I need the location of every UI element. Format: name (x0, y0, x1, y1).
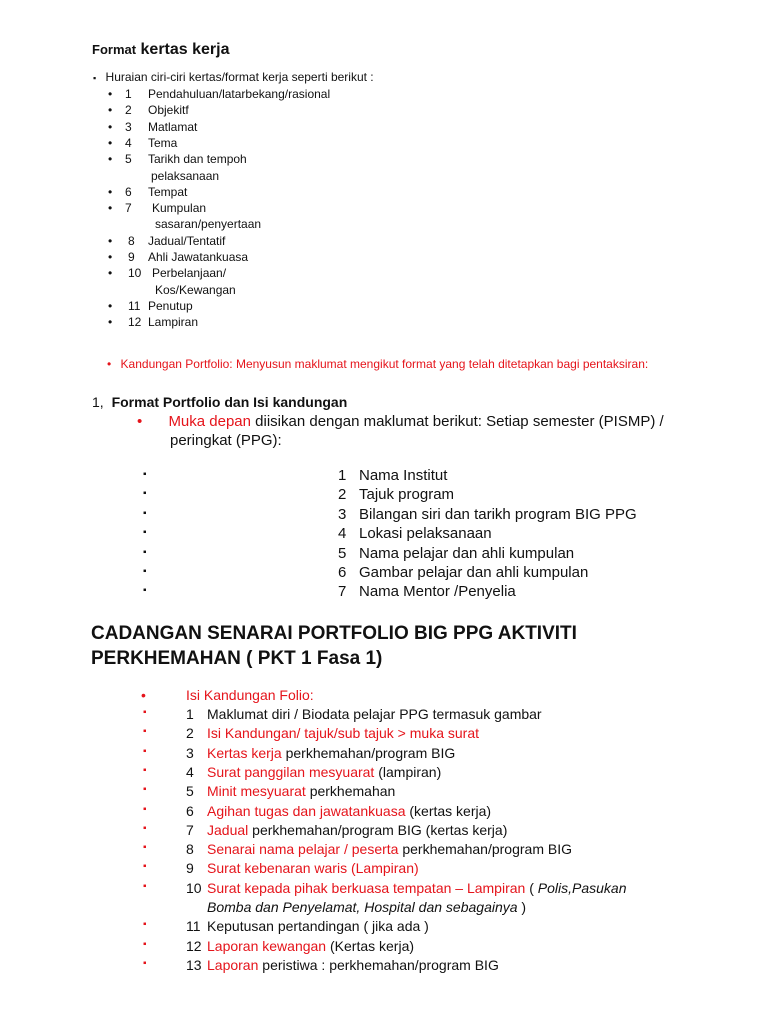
list-item-text (207, 879, 627, 898)
list-item-number: 5 (186, 783, 194, 800)
list-item-number: 11 (186, 918, 201, 935)
list-item-red-text: Minit mesyuarat (207, 783, 306, 800)
dot-bullet-icon: • (108, 315, 113, 330)
list-item (108, 184, 132, 200)
square-bullet-icon: ▪ (143, 861, 147, 873)
dot-bullet-icon: • (108, 135, 113, 150)
list-item-number: 12 (186, 937, 202, 954)
square-bullet-icon: ▪ (143, 527, 147, 539)
list-item-text: Lokasi pelaksanaan (359, 525, 492, 543)
list-item-number: 5 (338, 544, 347, 562)
square-bullet-icon: ▪ (143, 546, 147, 558)
list-item-text (207, 724, 479, 743)
square-bullet-icon: ▪ (143, 745, 147, 757)
list-item-text: Bilangan siri dan tarikh program BIG PPG (359, 505, 637, 523)
list-item-text (207, 802, 491, 821)
list-item-number: 4 (338, 525, 347, 543)
list-item (108, 298, 141, 314)
list-item-text: Tema (148, 135, 178, 150)
list-item-text: Objekitf (148, 103, 189, 118)
list-item-black-text: perkhemahan/program BIG (398, 841, 572, 858)
list-item-number: 7 (186, 821, 194, 838)
list-item-text: Tempat (148, 184, 188, 199)
dot-bullet-icon: • (108, 266, 113, 281)
title-big: kertas kerja (140, 41, 230, 58)
list-item-text: Kos/Kewangan (155, 282, 236, 297)
list-item-text: Tarikh dan tempoh (148, 152, 247, 167)
square-bullet-icon: ▪ (143, 822, 147, 834)
list-item-black-text: ( (525, 879, 538, 896)
isi-heading-line (141, 686, 314, 705)
dot-bullet-icon: • (108, 87, 113, 101)
list-item-number: 5 (125, 152, 132, 167)
dot-bullet-icon: • (141, 687, 146, 703)
list-item-text: Kumpulan (152, 201, 207, 216)
square-bullet-icon: ▪ (143, 488, 147, 500)
square-bullet-icon: ▪ (143, 919, 147, 931)
dot-bullet-icon: • (108, 152, 113, 167)
list-item-red-text: Laporan kewangan (207, 937, 327, 954)
square-bullet-icon: ▪ (143, 707, 147, 718)
list-item-number: 6 (186, 802, 194, 819)
list-item-text (207, 956, 499, 975)
list-item-number: 9 (128, 250, 135, 264)
list-item-text (207, 782, 395, 801)
list-item-number: 13 (186, 956, 202, 973)
list-item-text: Nama Mentor /Penyelia (359, 583, 516, 601)
list-item-number: 3 (338, 505, 347, 523)
portfolio-heading-line1: CADANGAN SENARAI PORTFOLIO BIG PPG AKTIVITI (91, 623, 577, 644)
list-item-black-text: perkhemahan/program BIG (kertas kerja) (248, 821, 508, 838)
list-item-number: 1 (125, 87, 132, 101)
list-item (108, 151, 132, 167)
square-bullet-icon: ▪ (143, 566, 147, 577)
list-item-text (207, 821, 507, 840)
square-bullet-icon: ▪ (143, 803, 147, 815)
square-bullet-icon: ▪ (93, 73, 97, 83)
list-item-continuation (207, 898, 526, 917)
dot-bullet-icon: • (108, 298, 113, 313)
list-item-text: Penutup (148, 298, 193, 313)
list-item-black-text: Maklumat diri / Biodata pelajar PPG termasuk gambar (207, 706, 542, 722)
section-heading (92, 394, 347, 410)
list-item-text (207, 859, 419, 878)
list-item-number: 10 (186, 879, 202, 896)
list-item-text: Nama Institut (359, 467, 448, 484)
square-bullet-icon: ▪ (143, 957, 147, 969)
list-item-text: Pendahuluan/latarbekang/rasional (148, 87, 331, 101)
list-item-text: Nama pelajar dan ahli kumpulan (359, 544, 575, 562)
list-item-number: 10 (128, 266, 142, 281)
dot-bullet-icon: • (137, 413, 143, 430)
dot-bullet-icon: • (108, 250, 113, 264)
square-bullet-icon: ▪ (143, 585, 147, 597)
list-item-number: 8 (128, 233, 135, 248)
list-item (108, 135, 132, 151)
section-number: 1, (92, 394, 104, 410)
list-item-number: 1 (186, 706, 194, 722)
list-item-black-text: peristiwa : perkhemahan/program BIG (258, 956, 499, 973)
list-item-text: Gambar pelajar dan ahli kumpulan (359, 564, 589, 581)
list-item-black-text: (kertas kerja) (405, 802, 492, 819)
intro-line (93, 69, 374, 86)
kandungan-note-text: Kandungan Portfolio: Menyusun maklumat mengikut format yang telah ditetapkan bagi pentaksiran: (120, 357, 649, 371)
list-item-number: 9 (186, 860, 194, 877)
list-item-number: 12 (128, 315, 142, 330)
list-item-black-text: (lampiran) (374, 763, 442, 780)
square-bullet-icon: ▪ (143, 938, 147, 950)
square-bullet-icon: ▪ (143, 507, 147, 519)
list-item-red-text: Senarai nama pelajar / peserta (207, 841, 399, 858)
kandungan-note (107, 356, 648, 372)
title-small: Format (92, 42, 137, 57)
list-item-number: 2 (338, 486, 347, 504)
list-item-text: Jadual/Tentatif (148, 233, 226, 248)
section-title: Format Portfolio dan Isi kandungan (111, 394, 348, 410)
list-item-text: sasaran/penyertaan (155, 217, 262, 232)
list-item-number: 4 (125, 135, 132, 150)
muka-depan-text: diisikan dengan maklumat berikut: Setiap semester (PISMP) / (251, 413, 664, 430)
portfolio-heading-line2: PERKHEMAHAN ( PKT 1 Fasa 1) (91, 648, 383, 669)
list-item-red-text: Surat kebenaran waris (Lampiran) (207, 860, 419, 877)
list-item-text: Ahli Jawatankuasa (148, 250, 249, 264)
list-item-text (207, 917, 429, 936)
intro-text: Huraian ciri-ciri kertas/format kerja seperti berikut : (105, 70, 374, 84)
muka-depan-line (137, 412, 664, 432)
dot-bullet-icon: • (107, 357, 112, 371)
list-item-text: Lampiran (148, 315, 199, 330)
list-item-red-text: Surat kepada pihak berkuasa tempatan – Lampiran (207, 879, 526, 896)
list-item-italic-text: Polis,Pasukan (537, 879, 627, 896)
list-item-number: 4 (186, 763, 194, 780)
isi-heading: Isi Kandungan Folio: (186, 687, 314, 703)
square-bullet-icon: ▪ (143, 764, 147, 776)
dot-bullet-icon: • (108, 201, 113, 216)
list-item-number: 8 (186, 841, 194, 858)
list-item-number: 3 (125, 119, 132, 134)
list-item-red-text: Laporan (207, 956, 259, 973)
list-item-red-text: Kertas kerja (207, 744, 282, 761)
list-item-black-text: perkhemahan (305, 783, 396, 800)
square-bullet-icon: ▪ (143, 842, 147, 854)
muka-depan-line-2: peringkat (PPG): (170, 432, 282, 449)
list-item-text (207, 763, 441, 782)
list-item (108, 249, 135, 265)
list-item-text: pelaksanaan (151, 168, 220, 183)
list-item-red-text: Isi Kandungan/ tajuk/sub tajuk > muka surat (207, 725, 479, 742)
list-item-number: 2 (125, 103, 132, 118)
square-bullet-icon: ▪ (143, 469, 147, 480)
square-bullet-icon: ▪ (143, 880, 147, 892)
muka-depan-label: Muka depan (168, 413, 251, 430)
list-item (108, 102, 132, 118)
list-item-number: 1 (338, 467, 347, 484)
list-item-number: 7 (338, 583, 347, 601)
list-item-number: 3 (186, 744, 194, 761)
list-item-number: 6 (338, 564, 347, 581)
list-item-text (207, 744, 455, 763)
list-item-text: Perbelanjaan/ (152, 266, 227, 281)
list-item-text: Matlamat (148, 119, 198, 134)
list-item-black-text: (Kertas kerja) (326, 937, 415, 954)
dot-bullet-icon: • (108, 119, 113, 134)
list-item-red-text: Jadual (207, 821, 249, 838)
dot-bullet-icon: • (108, 233, 113, 248)
list-item-italic-text: Bomba dan Penyelamat, Hospital dan sebagainya (207, 899, 518, 915)
square-bullet-icon: ▪ (143, 726, 147, 738)
list-item-text (207, 705, 542, 724)
list-item-black-text: perkhemahan/program BIG (281, 744, 456, 761)
list-item-number: 2 (186, 725, 194, 742)
list-item (108, 86, 132, 102)
list-item-text (207, 840, 572, 859)
list-item-text: Tajuk program (359, 486, 455, 504)
list-item-number: 7 (125, 201, 132, 216)
list-item (108, 200, 132, 216)
list-item-black-text: Keputusan pertandingan ( jika ada ) (207, 918, 429, 935)
list-item (108, 233, 135, 249)
list-item (108, 119, 132, 135)
list-item (108, 314, 142, 330)
square-bullet-icon: ▪ (143, 784, 147, 796)
list-item-red-text: Agihan tugas dan jawatankuasa (207, 802, 406, 819)
dot-bullet-icon: • (108, 184, 113, 199)
list-item-black-text: ) (517, 899, 527, 915)
list-item-number: 11 (128, 298, 141, 313)
dot-bullet-icon: • (108, 103, 113, 118)
list-item (108, 265, 142, 281)
list-item-red-text: Surat panggilan mesyuarat (207, 763, 375, 780)
page-title (92, 41, 229, 59)
list-item-text (207, 937, 414, 956)
list-item-number: 6 (125, 184, 132, 199)
